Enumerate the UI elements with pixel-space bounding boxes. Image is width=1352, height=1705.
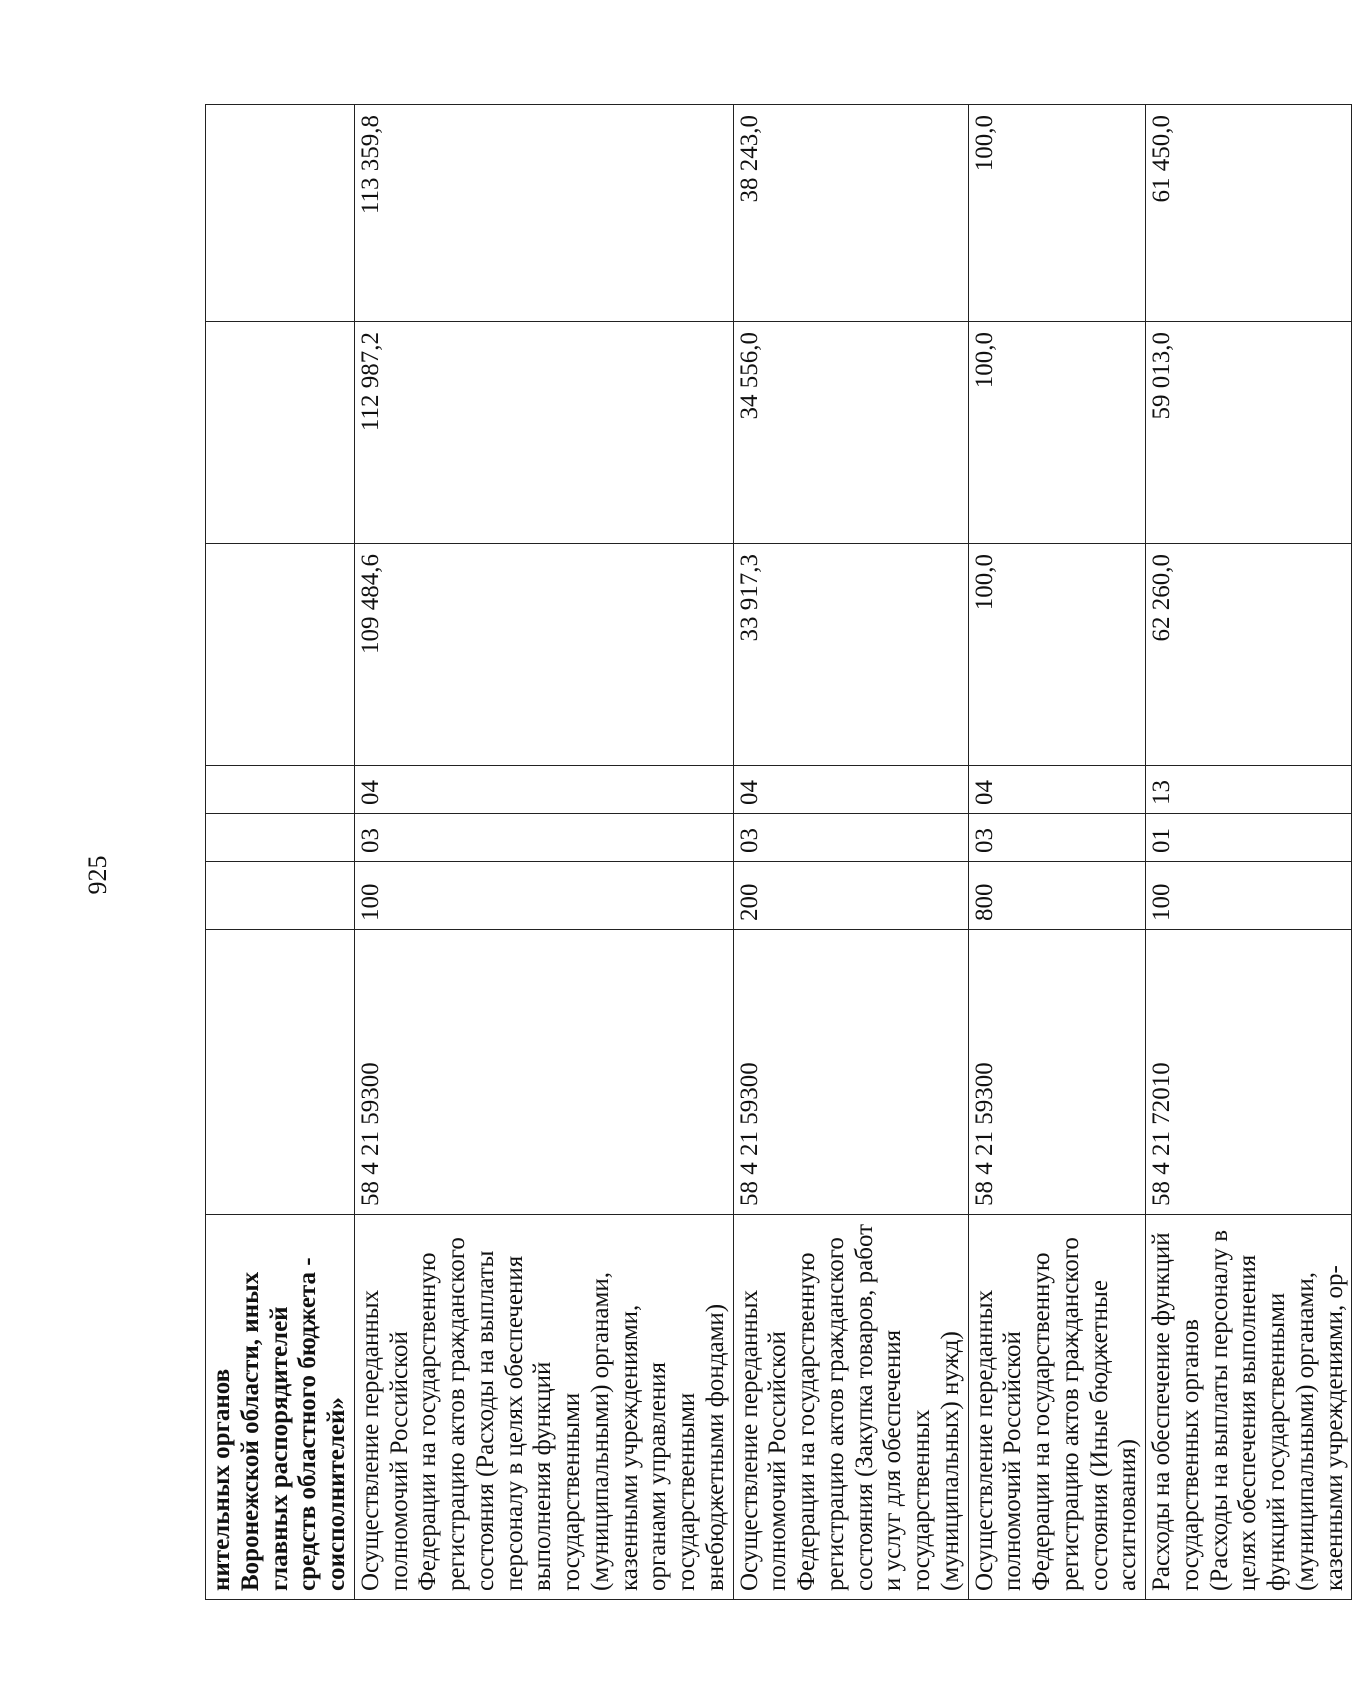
table-row — [1146, 105, 1352, 1600]
value-year-1: 33 917,3 — [733, 544, 968, 766]
value-year-1: 62 260,0 — [1146, 544, 1352, 766]
pr-cell — [206, 766, 355, 814]
value-year-2: 112 987,2 — [354, 322, 733, 544]
row-description: Расходы на обеспечение функций государственных органов (Расходы на выплаты персоналу в целях обеспечения выполнения функций государственными (муниципальными) органами, казенными учреждениями, ор- — [1146, 1215, 1352, 1600]
rz-cell: 03 — [733, 814, 968, 862]
value-year-1 — [206, 544, 355, 766]
value-year-2: 34 556,0 — [733, 322, 968, 544]
row-description: Осуществление переданных полномочий Российской Федерации на государственную регистрацию актов гражданского состояния (Расходы на выплаты персоналу в целях обеспечения выполнения функций государственными (муниципальными) органами, казенными учреждениями, органами управления государственными внебюджетными фондами) — [354, 1215, 733, 1600]
table-row — [206, 105, 355, 1600]
row-description: Осуществление переданных полномочий Российской Федерации на государственную регистрацию актов гражданского состояния (Закупка товаров, работ и услуг для обеспечения государственных (муниципальных) нужд) — [733, 1215, 968, 1600]
vr-cell: 800 — [968, 862, 1146, 930]
table-row — [733, 105, 968, 1600]
rz-cell: 01 — [1146, 814, 1352, 862]
value-year-3: 100,0 — [968, 105, 1146, 322]
kcsr-cell: 58 4 21 59300 — [733, 930, 968, 1215]
vr-cell: 100 — [1146, 862, 1352, 930]
value-year-1: 109 484,6 — [354, 544, 733, 766]
value-year-3 — [206, 105, 355, 322]
value-year-1: 100,0 — [968, 544, 1146, 766]
value-year-3: 61 450,0 — [1146, 105, 1352, 322]
rz-cell: 03 — [968, 814, 1146, 862]
page-number: 925 — [83, 855, 112, 895]
rotated-page-content — [205, 105, 1348, 1600]
budget-table — [205, 104, 1352, 1600]
value-year-2 — [206, 322, 355, 544]
table-row — [354, 105, 733, 1600]
value-year-2: 100,0 — [968, 322, 1146, 544]
pr-cell: 04 — [733, 766, 968, 814]
row-description: Осуществление переданных полномочий Российской Федерации на государственную регистрацию актов гражданского состояния (Иные бюджетные ассигнования) — [968, 1215, 1146, 1600]
pr-cell: 04 — [354, 766, 733, 814]
value-year-3: 38 243,0 — [733, 105, 968, 322]
kcsr-cell — [206, 930, 355, 1215]
rz-cell — [206, 814, 355, 862]
pr-cell: 13 — [1146, 766, 1352, 814]
kcsr-cell: 58 4 21 72010 — [1146, 930, 1352, 1215]
vr-cell: 200 — [733, 862, 968, 930]
row-description: нительных органов Воронежской области, иных главных распорядителей средств областного бюджета - соисполнителей» — [206, 1215, 355, 1600]
vr-cell — [206, 862, 355, 930]
kcsr-cell: 58 4 21 59300 — [968, 930, 1146, 1215]
table-row — [968, 105, 1146, 1600]
value-year-2: 59 013,0 — [1146, 322, 1352, 544]
value-year-3: 113 359,8 — [354, 105, 733, 322]
pr-cell: 04 — [968, 766, 1146, 814]
rz-cell: 03 — [354, 814, 733, 862]
kcsr-cell: 58 4 21 59300 — [354, 930, 733, 1215]
vr-cell: 100 — [354, 862, 733, 930]
